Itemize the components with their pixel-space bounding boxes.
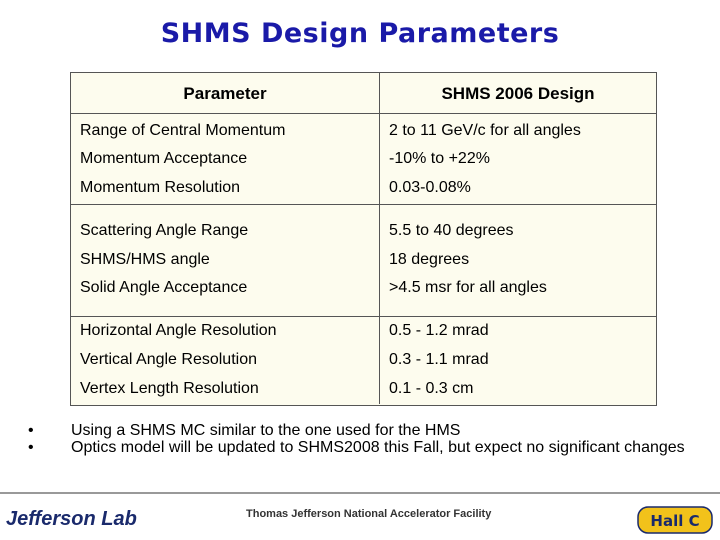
table-cell: 18 degrees <box>389 251 470 268</box>
table-cell: SHMS/HMS angle <box>80 251 210 268</box>
table-cell: Vertical Angle Resolution <box>80 351 257 368</box>
footer-divider <box>0 492 720 494</box>
bullet-icon: • <box>28 422 34 439</box>
bullet-list <box>28 422 688 456</box>
table-cell: 0.5 - 1.2 mrad <box>389 322 489 339</box>
hall-c-logo <box>637 505 713 535</box>
table-cell: Momentum Resolution <box>80 179 241 196</box>
list-item <box>28 439 688 456</box>
table-cell: 0.3 - 1.1 mrad <box>389 351 489 368</box>
bullet-icon: • <box>28 439 34 456</box>
bullet-text: Using a SHMS MC similar to the one used for the HMS <box>71 422 461 439</box>
row-divider <box>70 316 657 317</box>
hall-c-logo-text: Hall C <box>650 512 700 530</box>
table-cell: Vertex Length Resolution <box>80 380 259 397</box>
row-divider <box>70 113 657 114</box>
table-cell: Momentum Acceptance <box>80 150 248 167</box>
table-cell: Scattering Angle Range <box>80 222 249 239</box>
table-header-parameter: Parameter <box>183 84 267 103</box>
table-header-design: SHMS 2006 Design <box>441 84 595 103</box>
table-cell: >4.5 msr for all angles <box>389 279 547 296</box>
table-cell: Solid Angle Acceptance <box>80 279 248 296</box>
table-cell: 0.1 - 0.3 cm <box>389 380 474 397</box>
table-cell: -10% to +22% <box>389 150 490 167</box>
bullet-text: Optics model will be updated to SHMS2008 this Fall, but expect no significant changes <box>71 439 685 456</box>
jefferson-lab-logo: Jefferson Lab <box>6 508 137 530</box>
facility-name: Thomas Jefferson National Accelerator Facility <box>246 508 492 520</box>
table-cell: Horizontal Angle Resolution <box>80 322 277 339</box>
table-cell: 0.03-0.08% <box>389 179 471 196</box>
column-divider <box>379 73 380 404</box>
table-cell: Range of Central Momentum <box>80 122 286 139</box>
row-divider <box>70 204 657 205</box>
list-item <box>28 422 688 439</box>
slide-title: SHMS Design Parameters <box>160 18 560 49</box>
table-cell: 2 to 11 GeV/c for all angles <box>389 122 581 139</box>
table-cell: 5.5 to 40 degrees <box>389 222 514 239</box>
